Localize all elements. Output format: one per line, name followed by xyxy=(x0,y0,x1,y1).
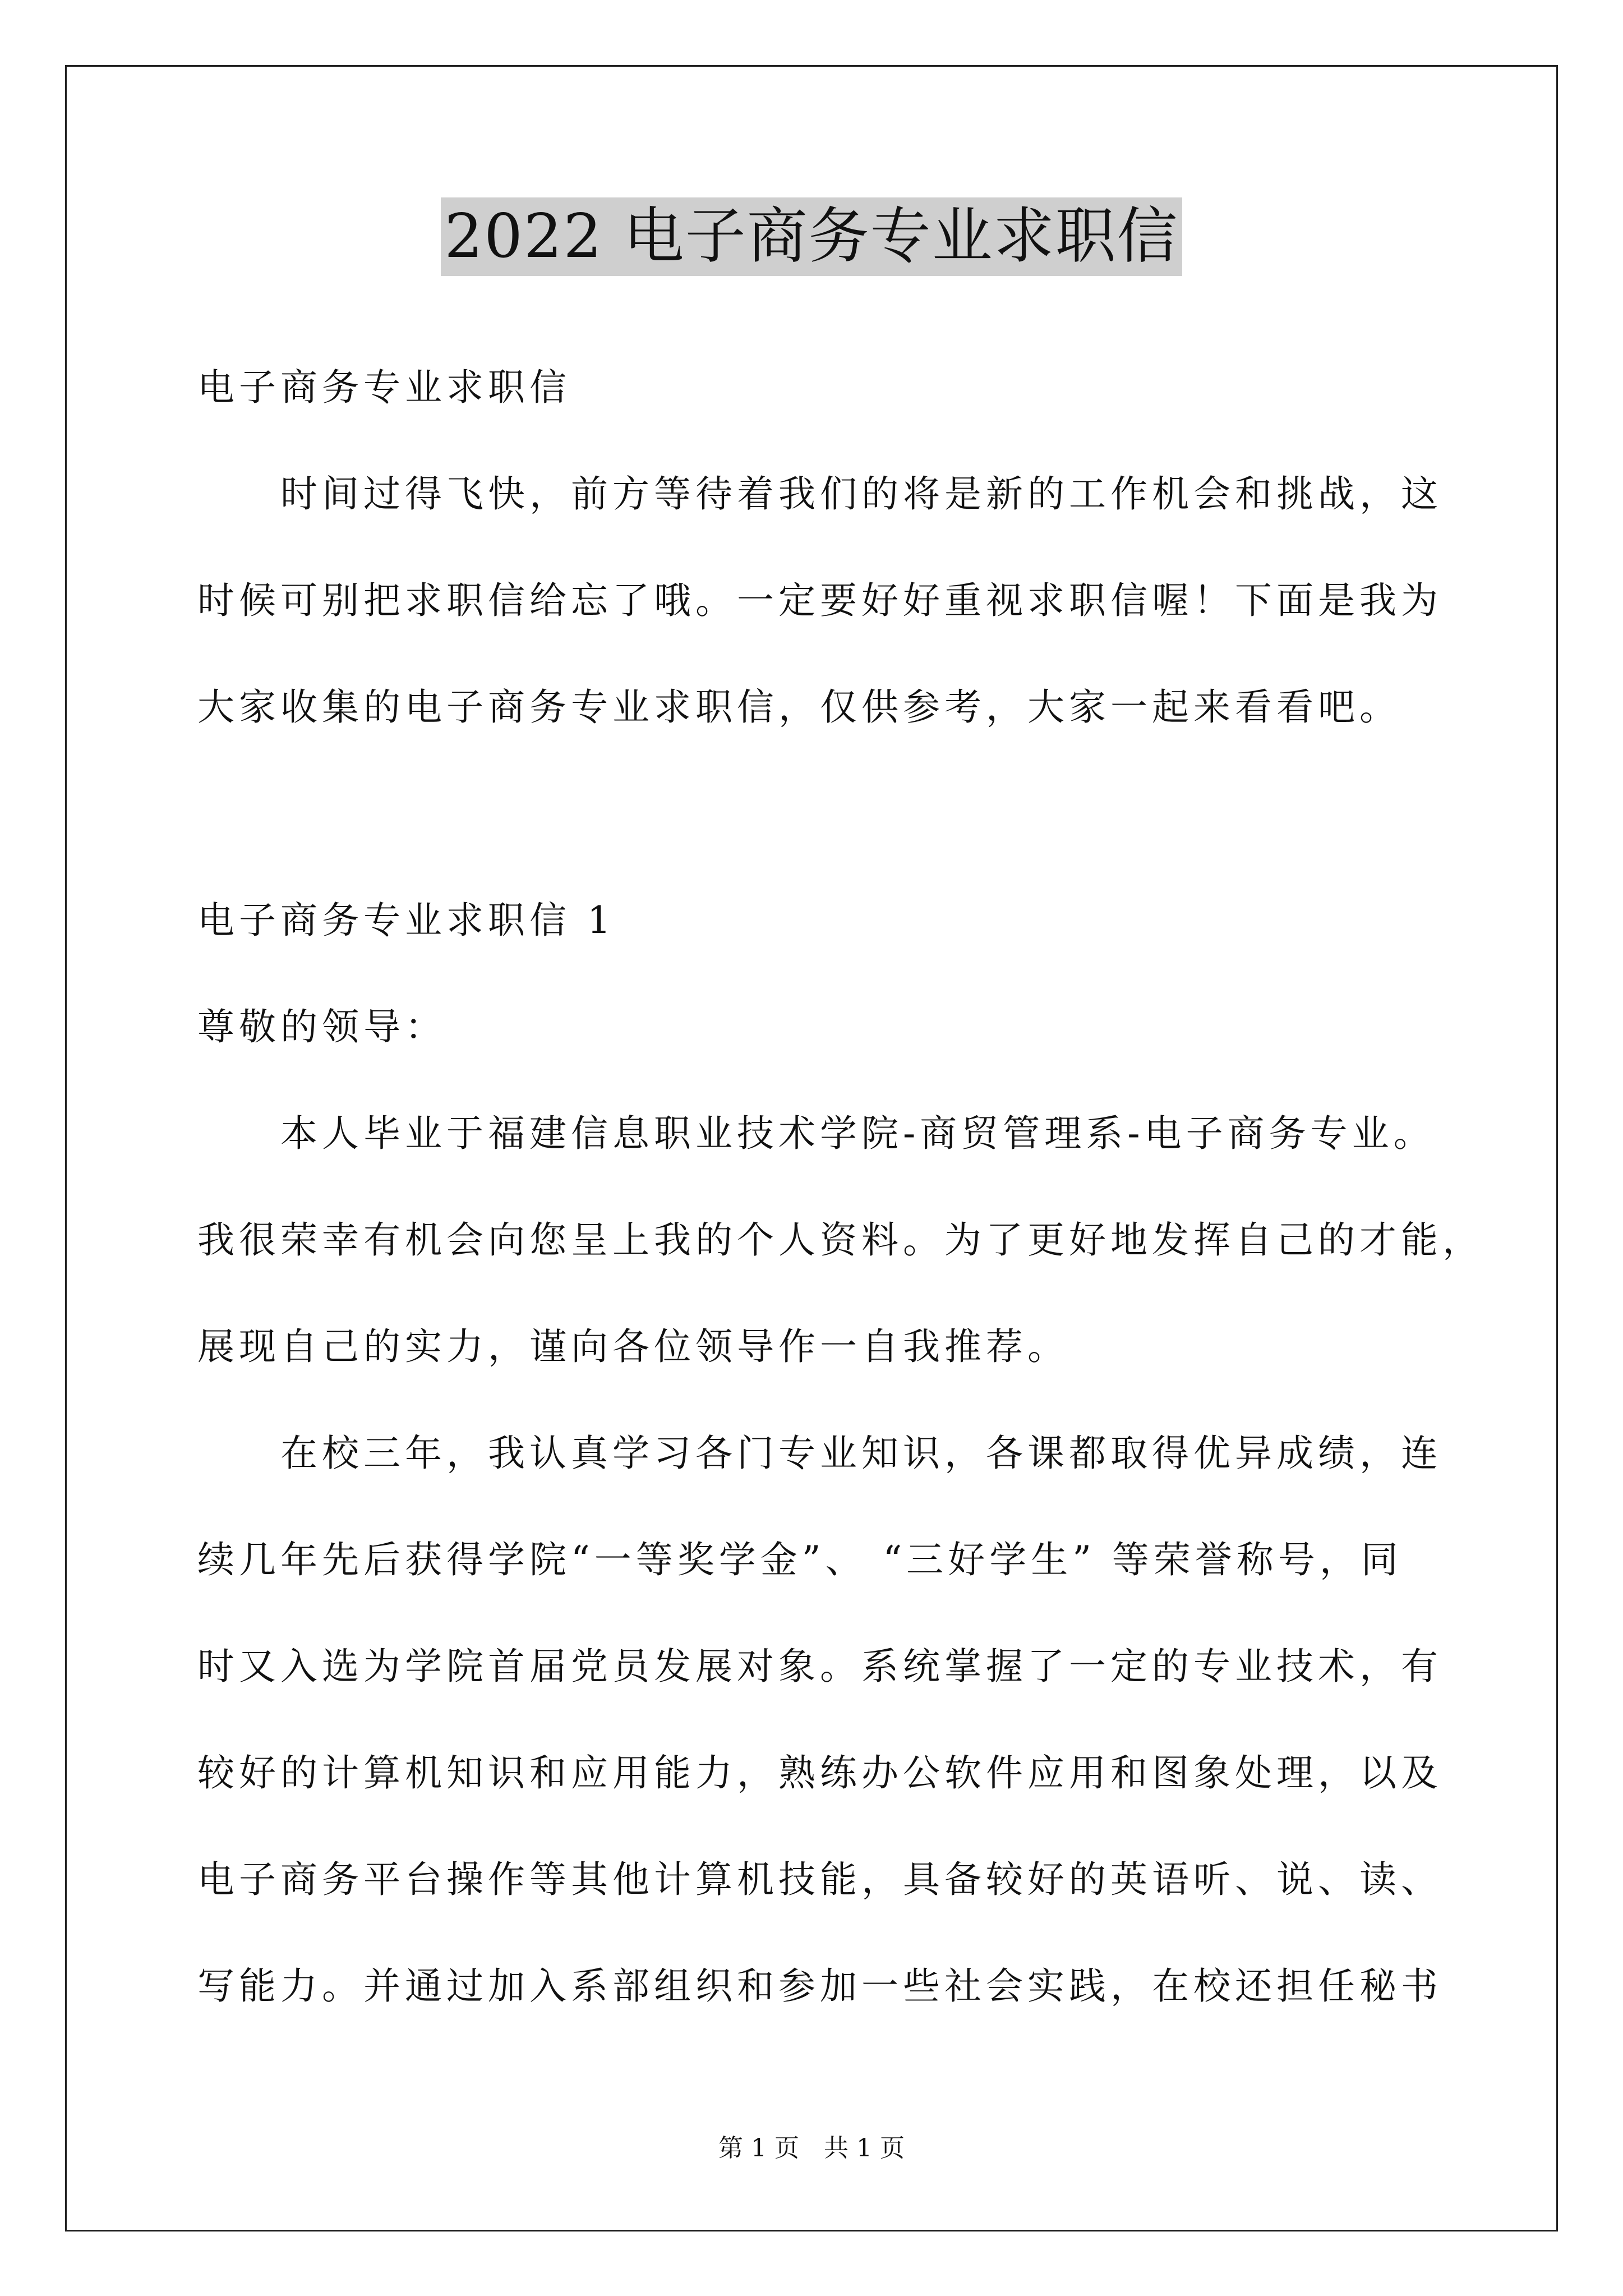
body-line: 我很荣幸有机会向您呈上我的个人资料。为了更好地发挥自己的才能， xyxy=(197,1218,1484,1262)
title-wrap xyxy=(0,197,1623,276)
body-line: 本人毕业于福建信息职业技术学院-商贸管理系-电子商务专业。 xyxy=(280,1112,1435,1155)
body-line: 展现自己的实力，谨向各位领导作一自我推荐。 xyxy=(197,1325,1069,1368)
body-line: 较好的计算机知识和应用能力，熟练办公软件应用和图象处理，以及 xyxy=(197,1751,1442,1795)
body-line: 写能力。并通过加入系部组织和参加一些社会实践，在校还担任秘书 xyxy=(197,1964,1442,2008)
body-line: 时间过得飞快，前方等待着我们的将是新的工作机会和挑战，这 xyxy=(280,472,1442,516)
blank-line xyxy=(197,761,1465,867)
body-line: 电子商务专业求职信 1 xyxy=(197,899,615,942)
body-line: 电子商务专业求职信 xyxy=(197,366,571,409)
body-line: 时候可别把求职信给忘了哦。一定要好好重视求职信喔！下面是我为 xyxy=(197,579,1442,622)
body-line: 大家收集的电子商务专业求职信，仅供参考，大家一起来看看吧。 xyxy=(197,685,1401,729)
body-line: 续几年先后获得学院“一等奖学金”、 “三好学生” 等荣誉称号，同 xyxy=(197,1538,1403,1581)
body-line: 时又入选为学院首届党员发展对象。系统掌握了一定的专业技术，有 xyxy=(197,1645,1442,1688)
document-title: 2022 电子商务专业求职信 xyxy=(441,197,1182,276)
body-line: 尊敬的领导： xyxy=(197,1005,446,1048)
document-body xyxy=(197,334,1484,2040)
body-line: 电子商务平台操作等其他计算机技能，具备较好的英语听、说、读、 xyxy=(197,1858,1442,1901)
body-line: 在校三年，我认真学习各门专业知识，各课都取得优异成绩，连 xyxy=(280,1432,1442,1475)
page-footer: 第 1 页 共 1 页 xyxy=(718,2134,905,2162)
